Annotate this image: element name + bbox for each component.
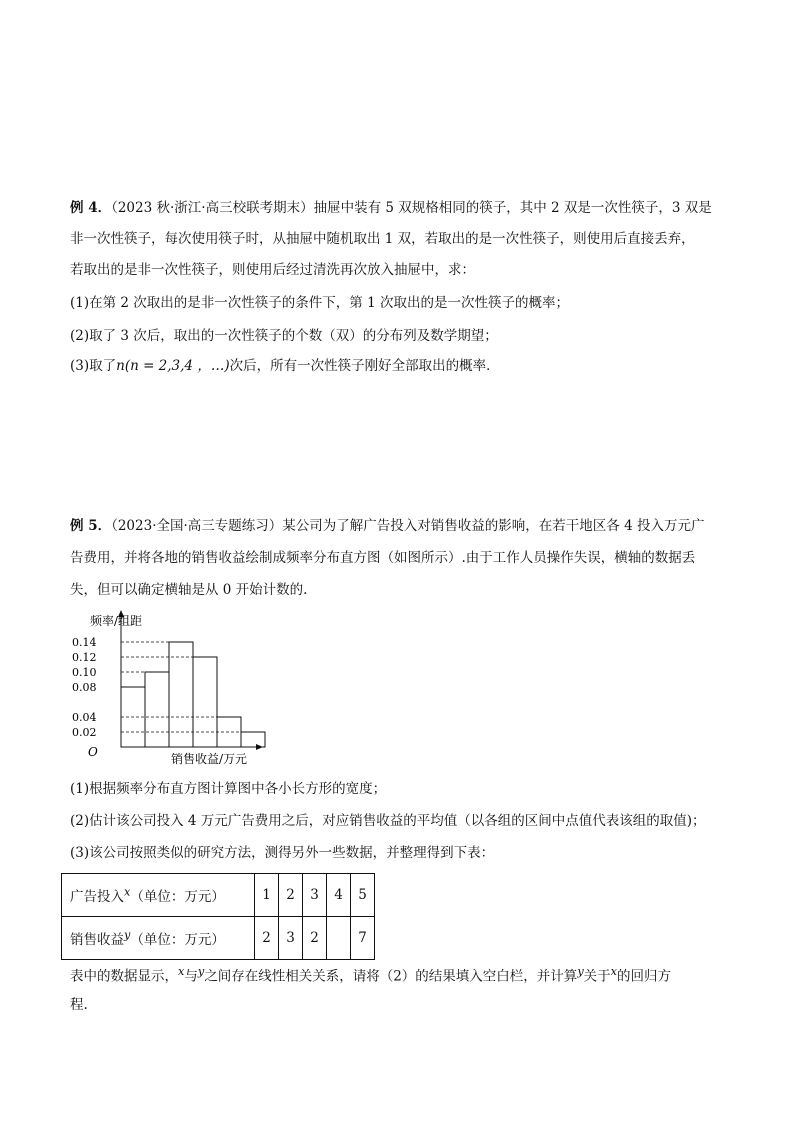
table-header-x: 广告投入$^x$（单位：万元） <box>62 874 255 917</box>
y-tick-label: 0.12 <box>72 651 97 664</box>
data-table <box>61 873 375 960</box>
table-cell: 2 <box>255 917 279 960</box>
ex4-q3-suffix: 次后，所有一次性筷子刚好全部取出的概率． <box>229 358 500 374</box>
ex4-line3: 若取出的是非一次性筷子，则使用后经过清洗再次放入抽屉中，求： <box>70 262 475 278</box>
ex5-line3: 失，但可以确定横轴是从 0 开始计数的. <box>70 582 308 598</box>
histogram-bar <box>169 642 193 747</box>
frequency-histogram <box>66 605 276 775</box>
table-cell: 7 <box>351 917 375 960</box>
ex5-line2: 告费用，并将各地的销售收益绘制成频率分布直方图（如图所示）.由于工作人员操作失误，横轴的数据丢 <box>70 550 696 566</box>
ex5-source: （2023·全国·高三专题练习） <box>111 518 283 534</box>
y-tick-label: 0.14 <box>72 636 97 649</box>
ex5-label: 例 5． <box>70 518 112 534</box>
ex5-question-1: (1)根据频率分布直方图计算图中各小长方形的宽度； <box>70 781 387 797</box>
table-cell: 3 <box>303 874 327 917</box>
histogram-bar <box>193 657 217 747</box>
ex4-line1-text: 抽屉中装有 5 双规格相同的筷子，其中 2 双是一次性筷子，3 双是 <box>313 200 712 216</box>
histogram-bar <box>145 672 169 747</box>
ex4-q3-prefix: (3)取了 <box>70 358 117 374</box>
chart-origin-label: O <box>88 745 98 759</box>
chart-ylabel: 频率/组距 <box>90 614 143 628</box>
y-tick-label: 0.10 <box>72 666 97 679</box>
ex5-line1-text: 某公司为了解广告投入对销售收益的影响，在若干地区各 4 投入万元广 <box>282 518 705 534</box>
table-cell: 5 <box>351 874 375 917</box>
ex4-question-2: (2)取了 3 次后，取出的一次性筷子的个数（双）的分布列及数学期望； <box>70 328 498 344</box>
table-header-y: 销售收益$^y$（单位：万元） <box>62 917 255 960</box>
ex4-label: 例 4． <box>70 200 112 216</box>
table-cell: 2 <box>303 917 327 960</box>
y-tick-label: 0.02 <box>72 726 97 739</box>
ex5-after-table-line1: 表中的数据显示，$^x$与$^y$之间存在线性相关关系，请将（2）的结果填入空白栏，并计算$^y$关于$^x$的回归方 <box>70 965 672 985</box>
ex4-question-3 <box>70 356 500 376</box>
chart-xlabel: 销售收益/万元 <box>171 752 248 766</box>
table-cell: 3 <box>279 917 303 960</box>
ex4-q3-math: n(n = 2,3,4 ，…) <box>116 358 230 374</box>
y-tick-label: 0.08 <box>72 681 97 694</box>
table-cell: 4 <box>327 874 351 917</box>
y-tick-label: 0.04 <box>72 711 97 724</box>
ex4-question-1: (1)在第 2 次取出的是非一次性筷子的条件下，第 1 次取出的是一次性筷子的概率； <box>70 295 569 311</box>
ex5-question-2: (2)估计该公司投入 4 万元广告费用之后，对应销售收益的平均值（以各组的区间中点值代表该组的取值)； <box>70 813 706 829</box>
ex5-line1 <box>70 516 704 536</box>
ex4-line1 <box>70 198 712 218</box>
ex4-line2: 非一次性筷子，每次使用筷子时，从抽屉中随机取出 1 双，若取出的是一次性筷子，则使用后直接丢弃， <box>70 231 695 247</box>
table-cell: 2 <box>279 874 303 917</box>
table-row <box>62 917 375 960</box>
ex4-source: （2023 秋·浙江·高三校联考期末） <box>111 200 314 216</box>
histogram-bar <box>241 732 265 747</box>
ex5-question-3: (3)该公司按照类似的研究方法，测得另外一些数据，并整理得到下表： <box>70 845 495 861</box>
table-row <box>62 874 375 917</box>
table-cell-blank <box>327 917 351 960</box>
table-cell: 1 <box>255 874 279 917</box>
ex5-after-table-line2: 程. <box>70 997 88 1013</box>
